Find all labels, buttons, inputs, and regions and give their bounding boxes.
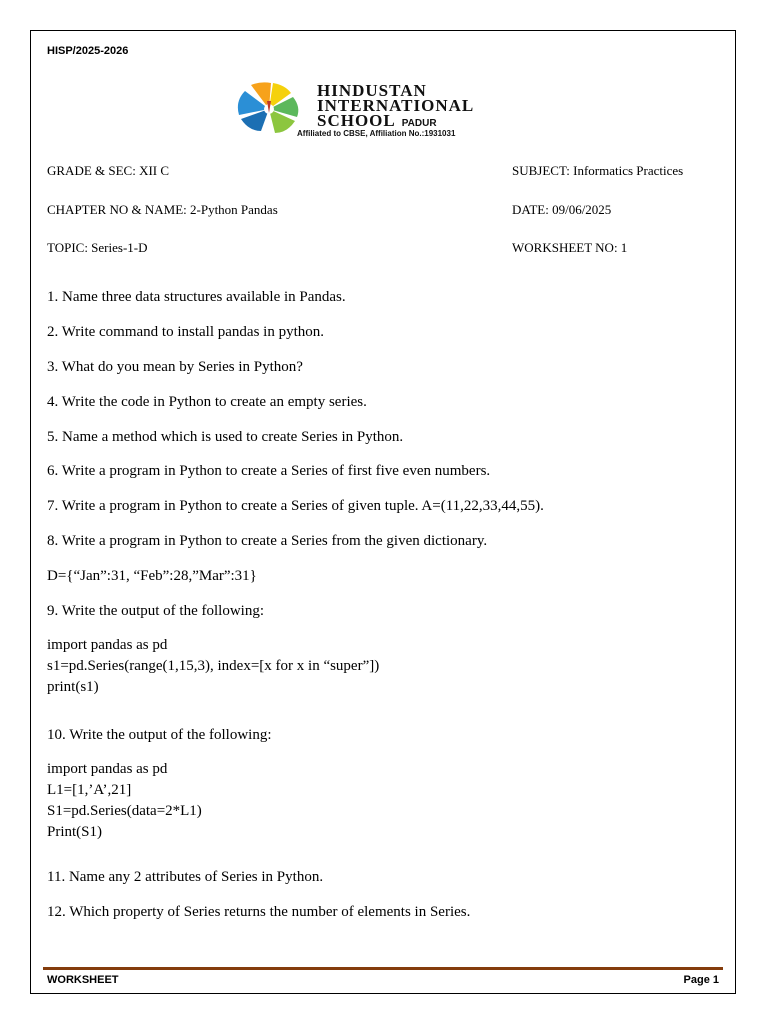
question-10-code: [47, 759, 202, 843]
footer-label: WORKSHEET: [47, 974, 119, 986]
topic: TOPIC: Series-1-D: [47, 240, 148, 255]
question-5: 5. Name a method which is used to create Series in Python.: [47, 429, 404, 445]
code-line: s1=pd.Series(range(1,15,3), index=[x for x in “super”]): [47, 658, 380, 674]
question-11: 11. Name any 2 attributes of Series in Python.: [47, 869, 324, 885]
subject: SUBJECT: Informatics Practices: [512, 163, 684, 178]
code-line: import pandas as pd: [47, 761, 168, 777]
code-line: print(s1): [47, 679, 99, 695]
school-emblem-icon: [231, 79, 307, 137]
question-9-code: [47, 635, 379, 698]
question-10: 10. Write the output of the following:: [47, 727, 272, 743]
code-line: S1=pd.Series(data=2*L1): [47, 803, 202, 819]
school-name: [317, 83, 474, 131]
question-4: 4. Write the code in Python to create an empty series.: [47, 394, 367, 410]
code-line: Print(S1): [47, 824, 103, 840]
footer-divider: [43, 967, 723, 970]
date: DATE: 09/06/2025: [512, 202, 612, 217]
question-6: 6. Write a program in Python to create a Series of first five even numbers.: [47, 463, 491, 479]
school-name-line2: INTERNATIONAL: [317, 96, 475, 115]
question-3: 3. What do you mean by Series in Python?: [47, 359, 303, 375]
question-7: 7. Write a program in Python to create a Series of given tuple. A=(11,22,33,44,55).: [47, 498, 544, 514]
question-8-dictionary: D={“Jan”:31, “Feb”:28,”Mar”:31}: [47, 568, 257, 584]
school-name-line3: SCHOOL: [317, 111, 396, 130]
question-8: 8. Write a program in Python to create a Series from the given dictionary.: [47, 533, 488, 549]
school-logo: [231, 79, 531, 143]
document-id: HISP/2025-2026: [47, 45, 129, 57]
school-location: PADUR: [401, 118, 437, 129]
worksheet-page: [30, 30, 736, 994]
question-2: 2. Write command to install pandas in python.: [47, 324, 324, 340]
chapter: CHAPTER NO & NAME: 2-Python Pandas: [47, 202, 278, 217]
page-number: Page 1: [683, 974, 719, 986]
grade-section: GRADE & SEC: XII C: [47, 163, 170, 178]
school-name-line1: HINDUSTAN: [317, 81, 427, 100]
affiliation-text: Affiliated to CBSE, Affiliation No.:1931031: [297, 129, 456, 138]
question-12: 12. Which property of Series returns the number of elements in Series.: [47, 904, 471, 920]
question-9: 9. Write the output of the following:: [47, 603, 265, 619]
code-line: import pandas as pd: [47, 637, 168, 653]
code-line: L1=[1,’A’,21]: [47, 782, 132, 798]
worksheet-number: WORKSHEET NO: 1: [512, 240, 628, 255]
question-1: 1. Name three data structures available in Pandas.: [47, 289, 346, 305]
